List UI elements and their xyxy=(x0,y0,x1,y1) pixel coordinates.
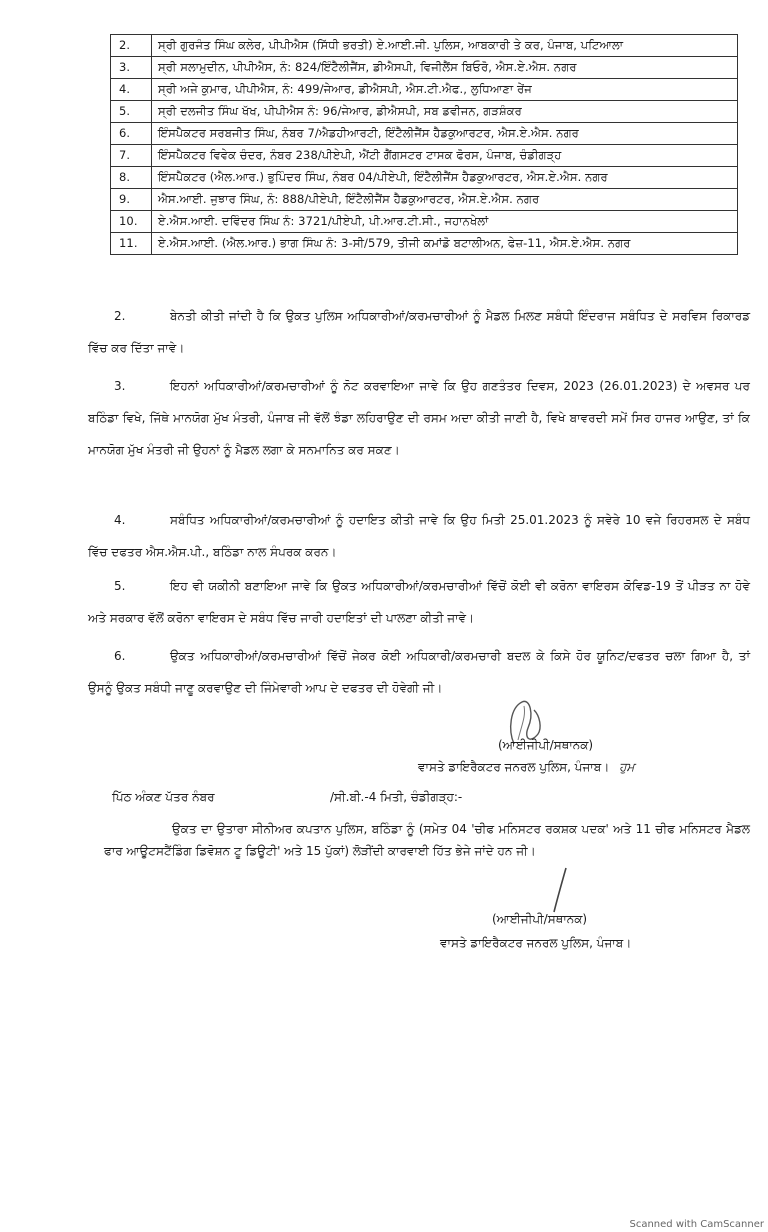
paragraph-2 xyxy=(88,300,750,364)
table-row xyxy=(111,57,738,79)
officer-details: ਇੰਸਪੈਕਟਰ ਵਿਵੇਕ ਚੰਦਰ, ਨੰਬਰ 238/ਪੀਏਪੀ, ਐਂਟੀ ਗੈਂਗਸਟਰ ਟਾਸਕ ਫੋਰਸ, ਪੰਜਾਬ, ਚੰਡੀਗੜ੍ਹ xyxy=(152,145,738,167)
row-number: 8. xyxy=(111,167,152,189)
row-number: 11. xyxy=(111,233,152,255)
officer-details: ਸ੍ਰੀ ਅਜੇ ਕੁਮਾਰ, ਪੀਪੀਐਸ, ਨੰ: 499/ਜੇਆਰ, ਡੀਐਸਪੀ, ਐਸ.ਟੀ.ਐਫ., ਲੁਧਿਆਣਾ ਰੇਂਜ xyxy=(152,79,738,101)
scanner-watermark: Scanned with CamScanner xyxy=(629,1219,764,1230)
signature-initials: ਹੁਮ xyxy=(619,760,635,774)
paragraph-4 xyxy=(88,504,750,568)
paragraph-3 xyxy=(88,370,750,466)
paragraph-5 xyxy=(88,570,750,634)
table-row xyxy=(111,167,738,189)
paragraph-text: ਇਹ ਵੀ ਯਕੀਨੀ ਬਣਾਇਆ ਜਾਵੇ ਕਿ ਉਕਤ ਅਧਿਕਾਰੀਆਂ/ਕਰਮਚਾਰੀਆਂ ਵਿੱਚੋਂ ਕੋਈ ਵੀ ਕਰੋਨਾ ਵਾਇਰਸ ਕੋਵਿਡ-19 ਤੋਂ ਪੀੜਤ ਨਾ ਹੋਵੇ ਅਤੇ ਸਰਕਾਰ ਵੱਲੋਂ ਕਰੋਨਾ ਵਾਇਰਸ ਦੇ ਸਬੰਧ ਵਿੱਚ ਜਾਰੀ ਹਦਾਇਤਾਂ ਦੀ ਪਾਲਣਾ ਕੀਤੀ ਜਾਵੇ। xyxy=(88,579,750,625)
row-number: 6. xyxy=(111,123,152,145)
table-row xyxy=(111,211,738,233)
row-number: 2. xyxy=(111,35,152,57)
endorsement-ref: /ਸੀ.ਬੀ.-4 ਮਿਤੀ, ਚੰਡੀਗੜ੍ਹ:- xyxy=(330,790,463,804)
paragraph-text: ਬੇਨਤੀ ਕੀਤੀ ਜਾਂਦੀ ਹੈ ਕਿ ਉਕਤ ਪੁਲਿਸ ਅਧਿਕਾਰੀਆਂ/ਕਰਮਚਾਰੀਆਂ ਨੂੰ ਮੈਡਲ ਮਿਲਣ ਸਬੰਧੀ ਇੰਦਰਾਜ ਸਬੰਧਿਤ ਦੇ ਸਰਵਿਸ ਰਿਕਾਰਡ ਵਿੱਚ ਕਰ ਦਿੱਤਾ ਜਾਵੇ। xyxy=(88,309,750,355)
officer-details: ਇੰਸਪੈਕਟਰ ਸਰਬਜੀਤ ਸਿੰਘ, ਨੰਬਰ 7/ਐਡਹੀਆਰਟੀ, ਇੰਟੈਲੀਜੈਂਸ ਹੈਡਕੁਆਰਟਰ, ਐਸ.ਏ.ਐਸ. ਨਗਰ xyxy=(152,123,738,145)
officer-details: ਇੰਸਪੈਕਟਰ (ਐਲ.ਆਰ.) ਭੁਪਿੰਦਰ ਸਿੰਘ, ਨੰਬਰ 04/ਪੀਏਪੀ, ਇੰਟੈਲੀਜੈਂਸ ਹੈਡਕੁਆਰਟਰ, ਐਸ.ਏ.ਐਸ. ਨਗਰ xyxy=(152,167,738,189)
row-number: 9. xyxy=(111,189,152,211)
row-number: 4. xyxy=(111,79,152,101)
signature-office xyxy=(418,756,634,778)
table-row xyxy=(111,35,738,57)
paragraph-text: ਉਕਤ ਅਧਿਕਾਰੀਆਂ/ਕਰਮਚਾਰੀਆਂ ਵਿੱਚੋਂ ਜੇਕਰ ਕੋਈ ਅਧਿਕਾਰੀ/ਕਰਮਚਾਰੀ ਬਦਲ ਕੇ ਕਿਸੇ ਹੋਰ ਯੂਨਿਟ/ਦਫਤਰ ਚਲਾ ਗਿਆ ਹੈ, ਤਾਂ ਉਸਨੂੰ ਉਕਤ ਸਬੰਧੀ ਜਾਣੂ ਕਰਵਾਉਣ ਦੀ ਜਿੰਮੇਵਾਰੀ ਆਪ ਦੇ ਦਫਤਰ ਦੀ ਹੋਵੇਗੀ ਜੀ। xyxy=(88,649,750,695)
officer-details: ਸ੍ਰੀ ਸਲਾਮੁਦੀਨ, ਪੀਪੀਐਸ, ਨੰ: 824/ਇੰਟੈਲੀਜੈਂਸ, ਡੀਐਸਪੀ, ਵਿਜੀਲੈਂਸ ਬਿਓਰੋ, ਐਸ.ਏ.ਐਸ. ਨਗਰ xyxy=(152,57,738,79)
paragraph-text: ਸਬੰਧਿਤ ਅਧਿਕਾਰੀਆਂ/ਕਰਮਚਾਰੀਆਂ ਨੂੰ ਹਦਾਇਤ ਕੀਤੀ ਜਾਵੇ ਕਿ ਉਹ ਮਿਤੀ 25.01.2023 ਨੂੰ ਸਵੇਰੇ 10 ਵਜੇ ਰਿਹਰਸਲ ਦੇ ਸਬੰਧ ਵਿੱਚ ਦਫਤਰ ਐਸ.ਐਸ.ਪੀ., ਬਠਿੰਡਾ ਨਾਲ ਸੰਪਰਕ ਕਰਨ। xyxy=(88,513,750,559)
officer-details: ਏ.ਐਸ.ਆਈ. ਦਵਿੰਦਰ ਸਿੰਘ ਨੰ: 3721/ਪੀਏਪੀ, ਪੀ.ਆਰ.ਟੀ.ਸੀ., ਜਹਾਨਖੇਲਾਂ xyxy=(152,211,738,233)
endorsement-text: ਉਕਤ ਦਾ ਉਤਾਰਾ ਸੀਨੀਅਰ ਕਪਤਾਨ ਪੁਲਿਸ, ਬਠਿੰਡਾ ਨੂੰ (ਸਮੇਤ 04 'ਚੀਫ ਮਨਿਸਟਰ ਰਕਸ਼ਕ ਪਦਕ' ਅਤੇ 11 ਚੀਫ ਮਨਿਸਟਰ ਮੈਡਲ ਫਾਰ ਆਊਟਸਟੈਂਡਿੰਗ ਡਿਵੋਸ਼ਨ ਟੂ ਡਿਊਟੀ' ਅਤੇ 15 ਪੁੱਕਾਂ) ਲੋੜੀਂਦੀ ਕਾਰਵਾਈ ਹਿੱਤ ਭੇਜੇ ਜਾਂਦੇ ਹਨ ਜੀ। xyxy=(104,822,750,858)
signature-office-2: ਵਾਸਤੇ ਡਾਇਰੈਕਟਰ ਜਨਰਲ ਪੁਲਿਸ, ਪੰਜਾਬ। xyxy=(440,936,632,950)
paragraph-6 xyxy=(88,640,750,704)
signature-designation: (ਆਈਜੀਪੀ/ਸਥਾਨਕ) xyxy=(498,738,594,752)
signature-office-text: ਵਾਸਤੇ ਡਾਇਰੈਕਟਰ ਜਨਰਲ ਪੁਲਿਸ, ਪੰਜਾਬ। xyxy=(418,760,610,774)
officer-details: ਏ.ਐਸ.ਆਈ. (ਐਲ.ਆਰ.) ਭਾਗ ਸਿੰਘ ਨੰ: 3-ਸੀ/579, ਤੀਜੀ ਕਮਾਂਡੋ ਬਟਾਲੀਅਨ, ਫੇਜ਼-11, ਐਸ.ਏ.ਐਸ. ਨਗਰ xyxy=(152,233,738,255)
table-row xyxy=(111,101,738,123)
row-number: 7. xyxy=(111,145,152,167)
table-row xyxy=(111,79,738,101)
paragraph-number: 2. xyxy=(114,309,126,323)
table-row xyxy=(111,123,738,145)
row-number: 3. xyxy=(111,57,152,79)
officer-details: ਸ੍ਰੀ ਦਲਜੀਤ ਸਿੰਘ ਖੱਖ, ਪੀਪੀਐਸ ਨੰ: 96/ਜੇਆਰ, ਡੀਐਸਪੀ, ਸਬ ਡਵੀਜਨ, ਗੜਸ਼ੰਕਰ xyxy=(152,101,738,123)
table-row xyxy=(111,145,738,167)
paragraph-number: 4. xyxy=(114,513,126,527)
officers-table xyxy=(110,34,738,255)
row-number: 5. xyxy=(111,101,152,123)
table-row xyxy=(111,189,738,211)
paragraph-number: 3. xyxy=(114,379,126,393)
officer-details: ਐਸ.ਆਈ. ਜੁਝਾਰ ਸਿੰਘ, ਨੰ: 888/ਪੀਏਪੀ, ਇੰਟੈਲੀਜੈਂਸ ਹੈਡਕੁਆਰਟਰ, ਐਸ.ਏ.ਐਸ. ਨਗਰ xyxy=(152,189,738,211)
paragraph-number: 5. xyxy=(114,579,126,593)
signature-designation-2: (ਆਈਜੀਪੀ/ਸਥਾਨਕ) xyxy=(492,912,588,926)
endorsement-label: ਪਿੱਠ ਅੰਕਣ ਪੱਤਰ ਨੰਬਰ xyxy=(112,790,215,804)
officer-details: ਸ੍ਰੀ ਗੁਰਜੰਤ ਸਿੰਘ ਕਲੇਰ, ਪੀਪੀਐਸ (ਸਿੱਧੀ ਭਰਤੀ) ਏ.ਆਈ.ਜੀ. ਪੁਲਿਸ, ਆਬਕਾਰੀ ਤੇ ਕਰ, ਪੰਜਾਬ, ਪਟਿਆਲਾ xyxy=(152,35,738,57)
table-row xyxy=(111,233,738,255)
paragraph-number: 6. xyxy=(114,649,126,663)
row-number: 10. xyxy=(111,211,152,233)
paragraph-text: ਇਹਨਾਂ ਅਧਿਕਾਰੀਆਂ/ਕਰਮਚਾਰੀਆਂ ਨੂੰ ਨੋਟ ਕਰਵਾਇਆ ਜਾਵੇ ਕਿ ਉਹ ਗਣਤੰਤਰ ਦਿਵਸ, 2023 (26.01.2023) ਦੇ ਅਵਸਰ ਪਰ ਬਠਿੰਡਾ ਵਿਖੇ, ਜਿੱਥੇ ਮਾਨਯੋਗ ਮੁੱਖ ਮੰਤਰੀ, ਪੰਜਾਬ ਜੀ ਵੱਲੋਂ ਝੰਡਾ ਲਹਿਰਾਉਣ ਦੀ ਰਸਮ ਅਦਾ ਕੀਤੀ ਜਾਣੀ ਹੈ, ਵਿਖੇ ਬਾਵਰਦੀ ਸਮੇਂ ਸਿਰ ਹਾਜਰ ਆਉਣ, ਤਾਂ ਕਿ ਮਾਨਯੋਗ ਮੁੱਖ ਮੰਤਰੀ ਜੀ ਉਹਨਾਂ ਨੂੰ ਮੈਡਲ ਲਗਾ ਕੇ ਸਨਮਾਨਿਤ ਕਰ ਸਕਣ। xyxy=(88,379,750,457)
